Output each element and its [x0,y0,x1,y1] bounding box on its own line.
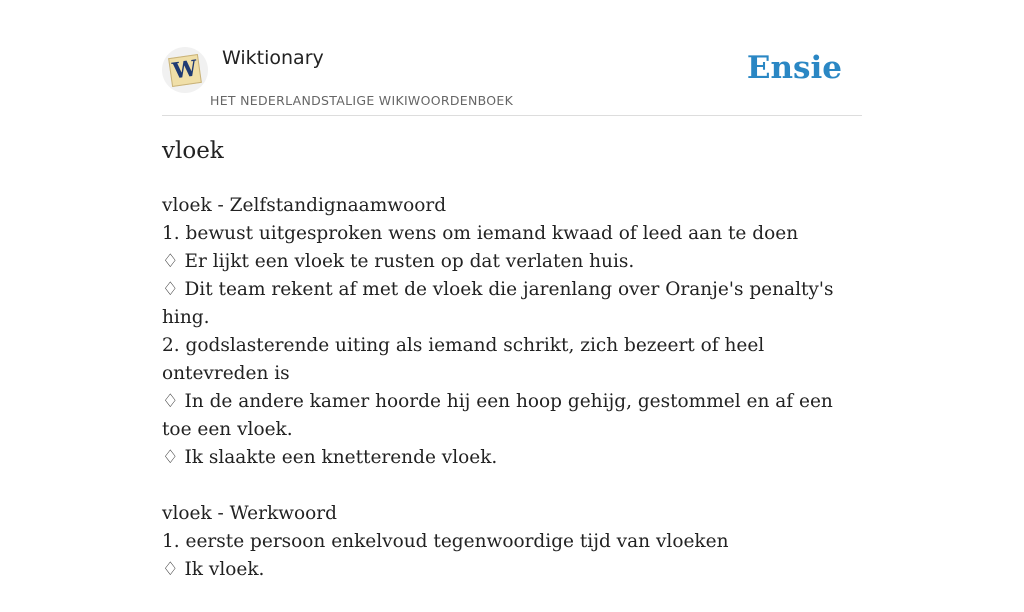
site-header [162,44,862,116]
entry-verb [162,500,862,584]
example-line: ♢ Dit team rekent af met de vloek die jarenlang over Oranje's penalty's hing. [162,279,834,328]
example-line: ♢ In de andere kamer hoorde hij een hoop gehijg, gestommel en af een toe een vloek. [162,391,833,440]
entry-heading: vloek - Zelfstandignaamwoord [162,195,447,216]
definition-line: 1. eerste persoon enkelvoud tegenwoordige tijd van vloeken [162,531,729,552]
site-name[interactable]: Wiktionary [222,47,324,69]
example-line: ♢ Ik vloek. [162,559,265,580]
entry-heading: vloek - Werkwoord [162,503,337,524]
definition-line: 1. bewust uitgesproken wens om iemand kwaad of leed aan te doen [162,223,799,244]
definition-line: 2. godslasterende uiting als iemand schrikt, zich bezeert of heel ontevreden is [162,335,765,384]
page-title: vloek [162,138,224,164]
entry-noun [162,192,862,472]
wiktionary-logo-icon[interactable] [162,47,208,93]
example-line: ♢ Ik slaakte een knetterende vloek. [162,447,498,468]
logo-tile: W [168,54,202,87]
example-line: ♢ Er lijkt een vloek te rusten op dat verlaten huis. [162,251,635,272]
ensie-brand-link[interactable]: Ensie [746,50,842,86]
entries-container [162,192,862,612]
site-tagline: HET NEDERLANDSTALIGE WIKIWOORDENBOEK [210,93,514,108]
